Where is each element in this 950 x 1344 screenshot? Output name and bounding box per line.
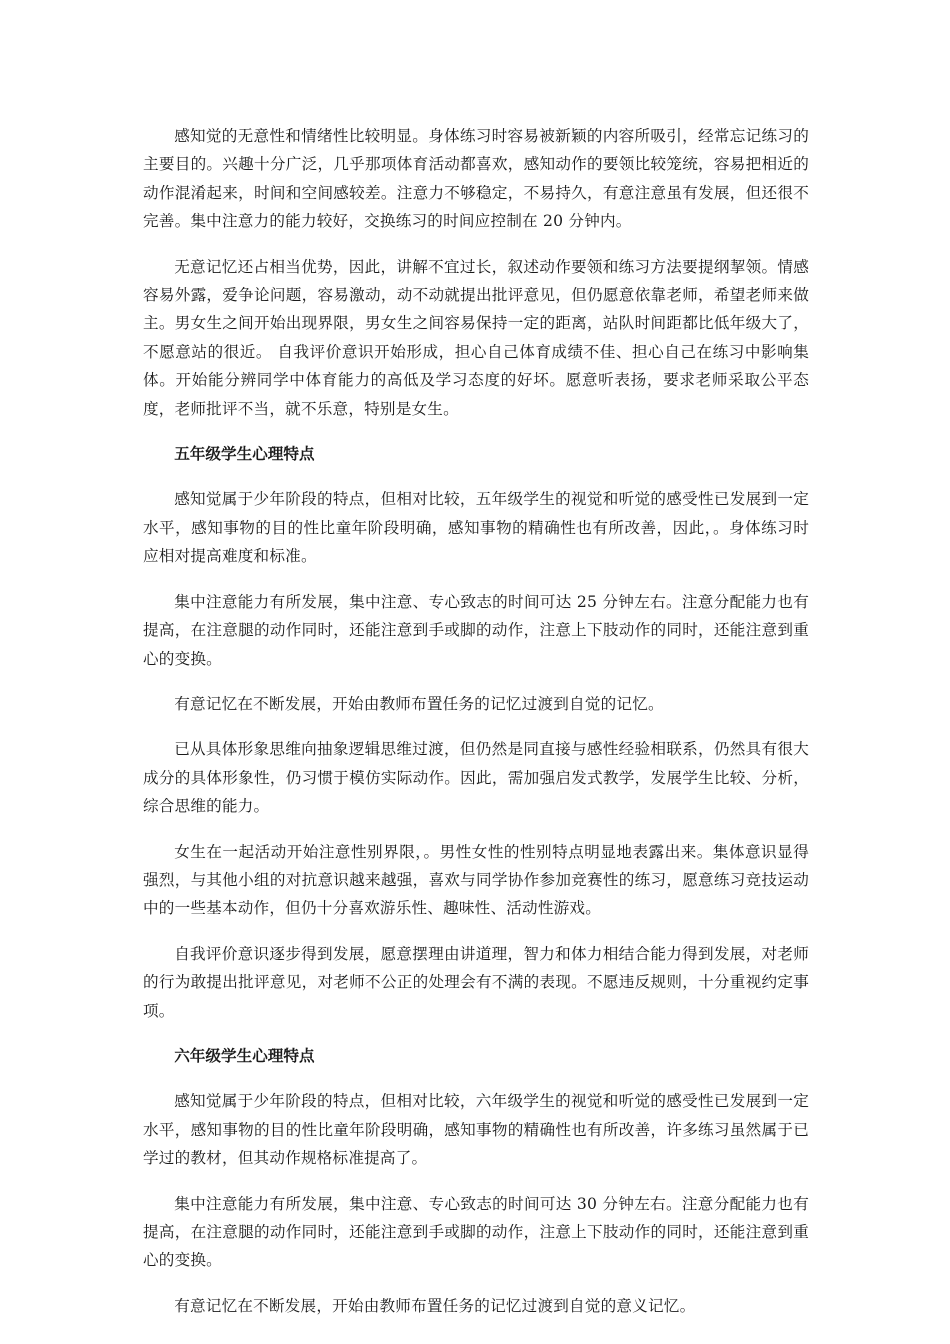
paragraph: 集中注意能力有所发展，集中注意、专心致志的时间可达 30 分钟左右。注意分配能力也有提高，在注意腿的动作同时，还能注意到手或脚的动作，注意上下肢动作的同时，还能注意到重心的变换。 (143, 1194, 809, 1270)
section-heading-grade-5: 五年级学生心理特点 (174, 444, 315, 464)
section-heading-grade-6: 六年级学生心理特点 (174, 1045, 315, 1065)
document-page (143, 122, 809, 1337)
paragraph: 女生在一起活动开始注意性别界限，。男性女性的性别特点明显地表露出来。集体意识显得强烈，与其他小组的对抗意识越来越强，喜欢与同学协作参加竞赛性的练习，愿意练习竞技运动中的一些基本动作，但仍十分喜欢游乐性、趣味性、活动性游戏。 (143, 842, 809, 918)
paragraph: 感知觉属于少年阶段的特点，但相对比较，五年级学生的视觉和听觉的感受性已发展到一定水平，感知事物的目的性比童年阶段明确，感知事物的精确性也有所改善，因此，。身体练习时应相对提高难度和标准。 (143, 490, 809, 566)
paragraph: 无意记忆还占相当优势，因此，讲解不宜过长，叙述动作要领和练习方法要提纲挈领。情感容易外露，爱争论问题，容易激动，动不动就提出批评意见，但仍愿意依靠老师，希望老师来做主。男女生之间开始出现界限，男女生之间容易保持一定的距离，站队时间距都比低年级大了，不愿意站的很近。 自我评价意识开始形成，担心自己体育成绩不佳、担心自己在练习中影响集体。开始能分辨同学中体育能力的高低及学习态度的好坏。愿意听表扬，要求老师采取公平态度，老师批评不当，就不乐意，特别是女生。 (143, 257, 809, 418)
paragraph: 有意记忆在不断发展，开始由教师布置任务的记忆过渡到自觉的记忆。 (174, 694, 664, 713)
paragraph: 有意记忆在不断发展，开始由教师布置任务的记忆过渡到自觉的意义记忆。 (174, 1296, 696, 1315)
paragraph: 集中注意能力有所发展，集中注意、专心致志的时间可达 25 分钟左右。注意分配能力也有提高，在注意腿的动作同时，还能注意到手或脚的动作，注意上下肢动作的同时，还能注意到重心的变换。 (143, 592, 809, 668)
paragraph: 感知觉的无意性和情绪性比较明显。身体练习时容易被新颖的内容所吸引，经常忘记练习的主要目的。兴趣十分广泛，几乎那项体育活动都喜欢，感知动作的要领比较笼统，容易把相近的动作混淆起来，时间和空间感较差。注意力不够稳定，不易持久，有意注意虽有发展，但还很不完善。集中注意力的能力较好，交换练习的时间应控制在 20 分钟内。 (143, 127, 809, 231)
paragraph: 已从具体形象思维向抽象逻辑思维过渡，但仍然是同直接与感性经验相联系，仍然具有很大成分的具体形象性，仍习惯于模仿实际动作。因此，需加强启发式教学，发展学生比较、分析，综合思维的能力。 (143, 740, 809, 816)
paragraph: 感知觉属于少年阶段的特点，但相对比较，六年级学生的视觉和听觉的感受性已发展到一定水平，感知事物的目的性比童年阶段明确，感知事物的精确性也有所改善，许多练习虽然属于已学过的教材，但其动作规格标准提高了。 (143, 1092, 809, 1168)
paragraph: 自我评价意识逐步得到发展，愿意摆理由讲道理，智力和体力相结合能力得到发展，对老师的行为敢提出批评意见，对老师不公正的处理会有不满的表现。不愿违反规则，十分重视约定事项。 (143, 944, 809, 1020)
